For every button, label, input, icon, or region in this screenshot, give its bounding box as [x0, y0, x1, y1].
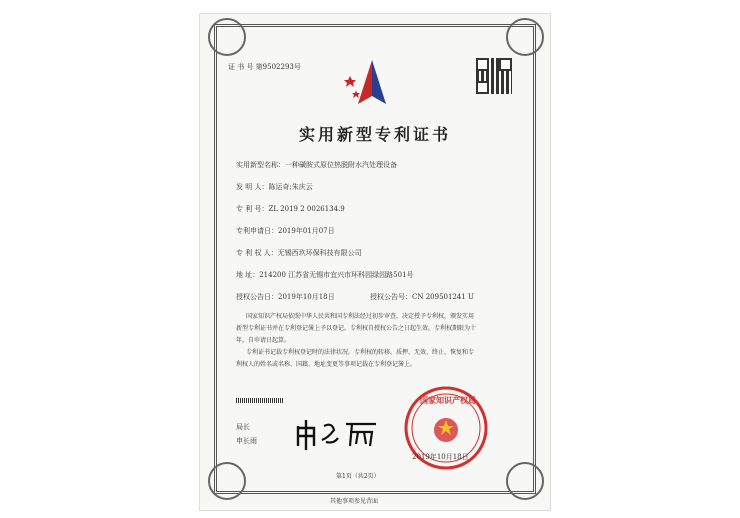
body-line: 专利证书记载专利权登记时的法律状况。专利权的转移、质押、无效、终止、恢复和专 — [246, 349, 475, 356]
seal-text: 国家知识产权局 — [420, 395, 476, 405]
signature — [292, 416, 382, 452]
body-line: 年，自申请日起算。 — [236, 337, 291, 344]
corner-ornament — [506, 462, 544, 500]
barcode — [236, 398, 284, 403]
body-line: 国家知识产权局依照中华人民共和国专利法经过初步审查，决定授予专利权，颁发实用 — [246, 313, 475, 320]
field-patent-number: 专 利 号：ZL 2019 2 0026134.9 — [236, 205, 345, 213]
corner-ornament — [208, 18, 246, 56]
page-title: 实用新型专利证书 — [298, 125, 451, 144]
field-filing-date: 专利申请日：2019年01月07日 — [236, 227, 335, 235]
field-utility-name: 实用新型名称：一种磺胺式原位热脱附水汽处理设备 — [236, 161, 397, 169]
page-number: 第1页（共2页） — [336, 473, 380, 480]
director-title: 局长 — [236, 423, 250, 431]
corner-ornament — [506, 18, 544, 56]
footer-note: 其他事项参见背面 — [330, 498, 379, 505]
qr-code — [476, 58, 512, 94]
cert-number: 证 书 号 第9502293号 — [228, 63, 301, 71]
field-grant-number: 授权公告号：CN 209501241 U — [370, 293, 474, 301]
body-line: 利权人的姓名或名称、国籍、地址变更等事项记载在专利登记簿上。 — [236, 361, 417, 368]
field-grant-date: 授权公告日：2019年10月18日 — [236, 293, 335, 301]
body-line: 新型专利证书并在专利登记簿上予以登记。专利权自授权公告之日起生效。专利权期限为十 — [236, 325, 477, 332]
director-name: 申长雨 — [236, 437, 257, 445]
field-address: 地 址：214200 江苏省无锡市宜兴市环科园绿园路501号 — [236, 271, 414, 279]
field-inventor: 发 明 人：陈运奇;朱庆云 — [236, 183, 313, 191]
field-patentee: 专 利 权 人：无锡西玖环保科技有限公司 — [236, 249, 362, 257]
seal-date: 2019年10月18日 — [412, 453, 469, 461]
corner-ornament — [208, 462, 246, 500]
cnipa-logo-icon — [342, 56, 402, 108]
